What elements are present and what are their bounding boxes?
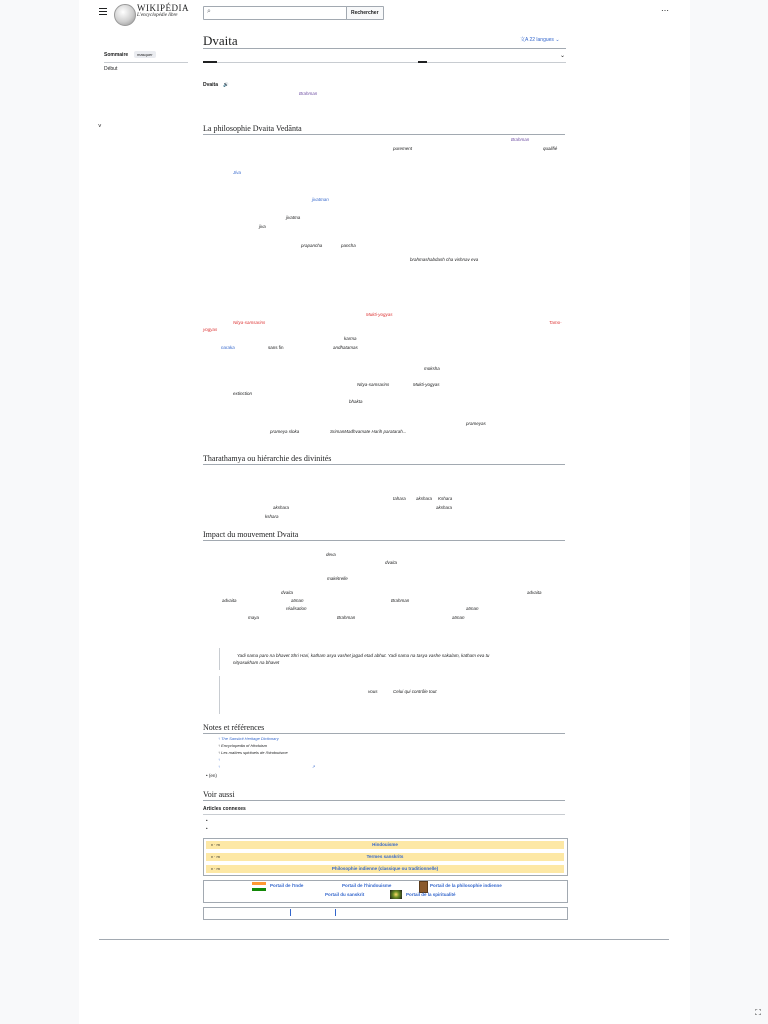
ref-2: ↑ Encyclopedia of Hinduism bbox=[218, 743, 268, 748]
link-naraka[interactable]: naraka bbox=[221, 345, 235, 350]
heading-rule bbox=[203, 134, 565, 135]
navbox-toggle[interactable]: v · m bbox=[211, 866, 220, 871]
word-mukti-yogyas: Mukti-yogyas bbox=[413, 382, 440, 387]
word-brahmashabdash: brahmashabdash cha vishnav eva bbox=[410, 257, 479, 262]
portal-spiritualite[interactable]: Portail de la spiritualité bbox=[406, 892, 456, 897]
word-nitya-samsarins: Nitya-samsarins bbox=[357, 382, 390, 387]
bullet-en: • (en) bbox=[206, 773, 217, 778]
word-andhatamas: andhatamas bbox=[333, 345, 358, 350]
tab-read-indicator[interactable] bbox=[418, 61, 427, 63]
heading-impact: Impact du mouvement Dvaita bbox=[203, 530, 299, 539]
main-menu-icon[interactable] bbox=[99, 8, 107, 16]
spirituality-portal-icon bbox=[390, 890, 402, 899]
word-atman: atman bbox=[291, 598, 304, 603]
navbox-hindouisme[interactable] bbox=[206, 841, 564, 849]
link-brahman[interactable]: Brahman bbox=[299, 91, 318, 96]
word-brahman-2: Brahman bbox=[337, 615, 356, 620]
bullet: • bbox=[206, 818, 208, 823]
word-akshara-3: akshara bbox=[436, 505, 453, 510]
word-tahara: tahara bbox=[393, 496, 406, 501]
navbox-philosophie-indienne[interactable] bbox=[206, 865, 564, 873]
link-mukti-yogyas[interactable]: Mukti-yogyas bbox=[366, 312, 393, 317]
tagline: L'encyclopédie libre bbox=[137, 13, 178, 18]
heading-philosophie: La philosophie Dvaita Vedānta bbox=[203, 124, 302, 133]
tabs-divider bbox=[203, 62, 566, 63]
toc-chevron-icon[interactable]: ˅ bbox=[98, 124, 102, 130]
word-bhakta: bhakta bbox=[349, 399, 363, 404]
heading-rule bbox=[203, 800, 565, 801]
toc-divider bbox=[104, 62, 188, 63]
word-karma: karma bbox=[344, 336, 357, 341]
category-separator bbox=[335, 909, 336, 916]
external-link-icon[interactable]: ↗ bbox=[312, 764, 316, 769]
lead-term: Dvaita bbox=[203, 82, 219, 88]
word-prameyas: prameyas bbox=[466, 421, 486, 426]
search-button[interactable]: Rechercher bbox=[346, 6, 384, 20]
word-deva: deva bbox=[326, 552, 336, 557]
word-dvaita: dvaita bbox=[385, 560, 398, 565]
tab-article-indicator[interactable] bbox=[203, 61, 217, 63]
navbox-termes-sanskrits[interactable] bbox=[206, 853, 564, 861]
word-advaita: advaita bbox=[527, 590, 542, 595]
lang-en-label: (en) bbox=[208, 773, 217, 778]
word-prapancha: prapancha bbox=[301, 243, 323, 248]
portal-hindouisme[interactable]: Portail de l'hindouisme bbox=[342, 883, 392, 888]
footer-divider bbox=[99, 939, 669, 940]
fullscreen-icon[interactable]: ⛶ bbox=[755, 1008, 761, 1017]
toc-item-debut[interactable]: Début bbox=[104, 66, 118, 72]
word-kshara-2: kshara bbox=[265, 514, 279, 519]
ref-3: ↑ Les maîtres spirituels de l'hindouisme bbox=[218, 750, 288, 755]
word-jivatma: jivatma bbox=[286, 215, 301, 220]
word-atman-3: atman bbox=[452, 615, 465, 620]
heading-rule bbox=[203, 540, 565, 541]
wordmark[interactable]: WIKIPÉDIA bbox=[137, 3, 189, 13]
link-jiva[interactable]: Jiva bbox=[233, 170, 242, 175]
title-divider bbox=[203, 48, 566, 49]
word-atman-2: atman bbox=[466, 606, 479, 611]
word-moksha: moksha bbox=[424, 366, 440, 371]
word-celui: Celui qui contrôle tout bbox=[393, 689, 437, 694]
word-akshara: akshara bbox=[416, 496, 433, 501]
word-jiva: jiva bbox=[259, 224, 266, 229]
portal-philosophie-indienne[interactable]: Portail de la philosophie indienne bbox=[430, 883, 502, 888]
navbox-toggle[interactable]: v · m bbox=[211, 842, 220, 847]
portal-inde[interactable]: Portail de l'Inde bbox=[270, 883, 304, 888]
wikipedia-globe-logo[interactable] bbox=[114, 4, 136, 26]
link-yogyas[interactable]: yogyas bbox=[203, 327, 218, 332]
word-pancha: pancha bbox=[341, 243, 356, 248]
search-box[interactable] bbox=[203, 6, 347, 20]
link-brahman-2[interactable]: Brahman bbox=[511, 137, 530, 142]
word-vous: vous bbox=[368, 689, 378, 694]
india-flag-icon bbox=[252, 882, 266, 891]
word-extinction: extinction bbox=[233, 391, 253, 396]
category-box bbox=[203, 907, 568, 920]
word-qualifie: qualifié bbox=[543, 146, 558, 151]
word-sans-fin: sans fin bbox=[268, 345, 284, 350]
heading-rule bbox=[203, 733, 565, 734]
quote-bar-2 bbox=[219, 676, 220, 714]
heading-notes: Notes et références bbox=[203, 723, 265, 732]
word-dvaita-2: dvaita bbox=[281, 590, 294, 595]
more-options-icon[interactable]: ⋯ bbox=[661, 6, 669, 15]
search-icon: ⌕ bbox=[207, 8, 211, 15]
word-maya: maya bbox=[248, 615, 260, 620]
search-input[interactable] bbox=[216, 7, 341, 18]
heading-voir-aussi: Voir aussi bbox=[203, 790, 235, 799]
word-maketrelle: makétrelle bbox=[327, 576, 348, 581]
ref-5[interactable]: ↑ bbox=[218, 764, 220, 769]
word-purement: purement bbox=[393, 146, 413, 151]
word-kshara: Kshara bbox=[438, 496, 453, 501]
navbox-title[interactable]: Philosophie indienne (classique ou traditionnelle) bbox=[331, 866, 439, 871]
toc-hide-button[interactable]: masquer bbox=[134, 51, 156, 58]
navbox-group bbox=[203, 838, 568, 876]
languages-label: 22 langues bbox=[529, 37, 554, 43]
portal-sanskrit[interactable]: Portail du sanskrit bbox=[325, 892, 365, 897]
word-advaita-2: advaita bbox=[222, 598, 237, 603]
link-nitya-samsarins[interactable]: Nitya-samsarins bbox=[233, 320, 266, 325]
chevron-down-icon: ⌄ bbox=[555, 37, 560, 43]
heading-rule bbox=[203, 464, 565, 465]
audio-icon[interactable]: 🔊 bbox=[223, 82, 229, 87]
ref-4[interactable]: ↑ bbox=[218, 757, 220, 762]
link-jivatman[interactable]: jivatman bbox=[312, 197, 329, 202]
quote-bar bbox=[219, 648, 220, 670]
word-brahman: Brahman bbox=[391, 598, 410, 603]
quote-text-2: nityasukham na bhavet bbox=[233, 660, 280, 665]
word-shriman: SrimanMadhvamate Harih paratarah... bbox=[330, 429, 407, 434]
word-prameya-sloka: prameya sloka bbox=[270, 429, 300, 434]
navbox-title[interactable]: Termes sanskrits bbox=[366, 854, 404, 859]
bullet: • bbox=[206, 826, 208, 831]
translate-icon: 文A bbox=[520, 37, 530, 43]
tools-chevron-icon[interactable]: ⌄ bbox=[560, 53, 566, 59]
navbox-title[interactable]: Hindouisme bbox=[372, 842, 398, 847]
articles-connexes: Articles connexes bbox=[203, 806, 246, 812]
category-separator bbox=[290, 909, 291, 916]
ref-1[interactable]: ↑ The Sanskrit Heritage Dictionary bbox=[218, 736, 279, 741]
navbox-toggle[interactable]: v · m bbox=[211, 854, 220, 859]
link-tamo[interactable]: Tamo- bbox=[549, 320, 562, 325]
toc-title: Sommaire bbox=[104, 52, 129, 58]
heading-tharathamya: Tharathamya ou hiérarchie des divinités bbox=[203, 454, 332, 463]
page-title: Dvaita bbox=[203, 33, 238, 48]
languages-button[interactable] bbox=[520, 36, 560, 43]
quote-text: Yadi nama paro na bhavet Shri Hari, katham asya vashet jagad etad abhut. Yadi nama na tasya vashe sakalam, katham eva tu bbox=[237, 653, 490, 658]
word-realisation: réalisation bbox=[286, 606, 307, 611]
word-akshara-2: akshara bbox=[273, 505, 290, 510]
sub-rule bbox=[203, 814, 565, 815]
